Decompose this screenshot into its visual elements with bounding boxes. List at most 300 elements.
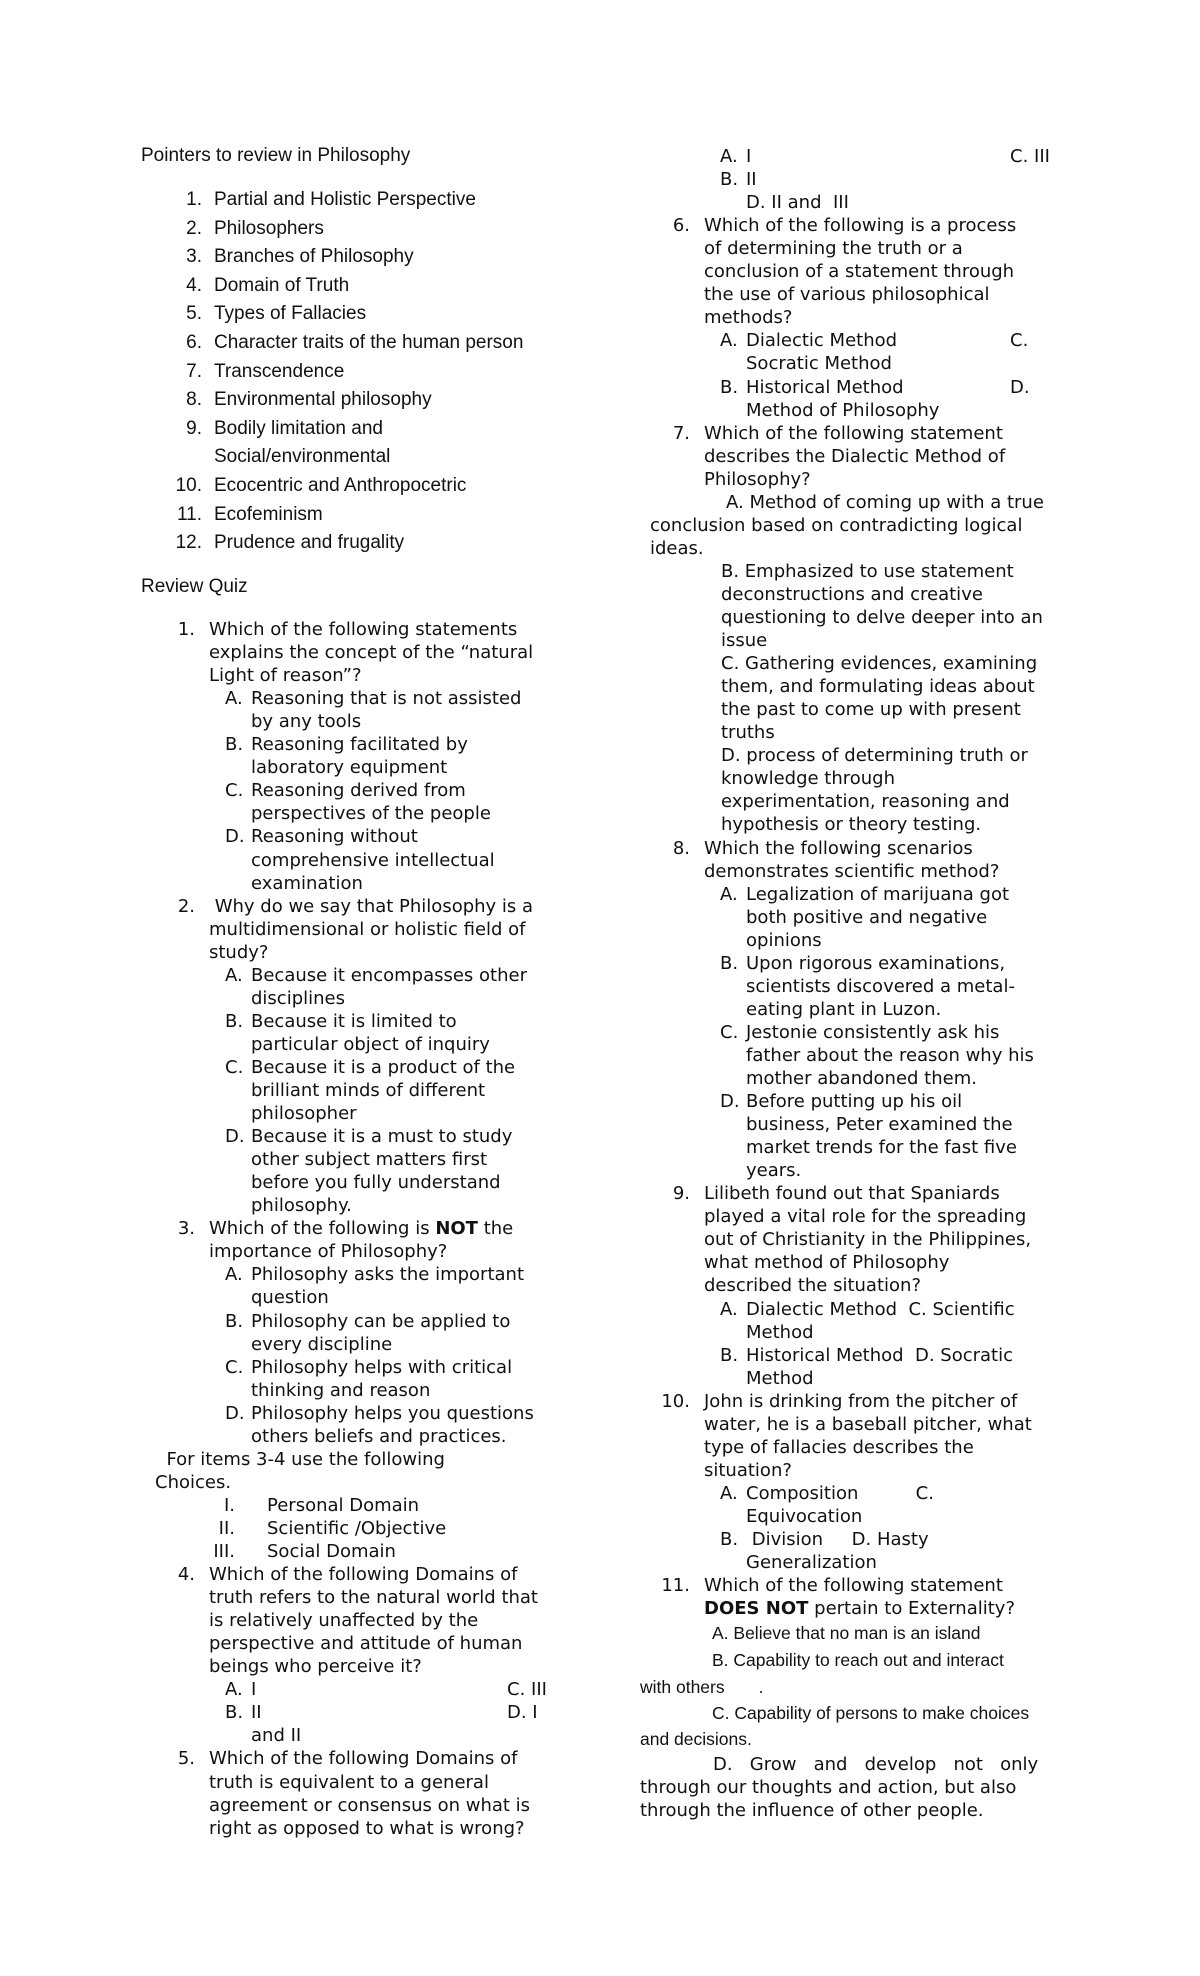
option-line <box>720 1551 877 1574</box>
quiz-note <box>155 1471 231 1494</box>
pointer-text: Types of Fallacies <box>214 303 367 325</box>
question-line <box>155 895 533 918</box>
option-text: both positive and negative <box>746 906 988 928</box>
question-line <box>155 618 517 641</box>
option-text: Historical Method D. Socratic <box>746 1344 1014 1366</box>
question-number: 9. <box>672 1183 690 1205</box>
emphasis-text: NOT <box>435 1218 478 1240</box>
option-letter: A. <box>225 1679 243 1701</box>
question-line <box>650 306 792 329</box>
option-text: Philosophy helps with critical <box>251 1356 513 1378</box>
question-number: 10. <box>661 1390 690 1412</box>
option-line <box>720 1090 962 1113</box>
option-text: Upon rigorous examinations, <box>746 952 1006 974</box>
option-line <box>720 998 941 1021</box>
answer-choice-line <box>726 491 1044 514</box>
option-line <box>225 849 495 872</box>
option-text: Reasoning that is not assisted <box>251 688 522 710</box>
question-text: pertain to Externality? <box>808 1598 1015 1620</box>
pointer-item <box>160 475 466 497</box>
q11-option-text: B. Capability to reach out and interact <box>712 1650 1004 1670</box>
option-text: thinking and reason <box>251 1379 431 1401</box>
option-line <box>720 1136 1017 1159</box>
question-number: 4. <box>177 1564 195 1586</box>
option-letter: B. <box>225 1310 244 1332</box>
option-text: Philosophy helps you questions <box>251 1402 534 1424</box>
answer-choice-line <box>721 698 1021 721</box>
option-extra: D. I <box>507 1702 538 1724</box>
pointer-text: Philosophers <box>214 217 324 239</box>
option-line <box>225 1033 490 1056</box>
answer-choice-line <box>721 744 1028 767</box>
option-text: brilliant minds of different <box>251 1080 486 1101</box>
option-text: Method <box>746 1367 814 1389</box>
pointer-item <box>160 332 523 354</box>
pointer-item <box>160 446 390 468</box>
option-line <box>225 1171 501 1194</box>
pointer-number: 10. <box>175 475 202 496</box>
question-text: study? <box>209 941 269 963</box>
option-letter: B. <box>720 1344 739 1366</box>
pointer-number: 9. <box>186 417 202 439</box>
question-number: 1. <box>177 619 195 640</box>
option-line <box>225 802 491 825</box>
option-line <box>720 952 1005 975</box>
option-text: philosopher <box>251 1103 357 1125</box>
question-text: Why do we say that Philosophy is a <box>209 895 534 917</box>
answer-choice-line <box>721 652 1037 675</box>
option-line <box>225 1333 392 1356</box>
question-line <box>650 1205 1026 1228</box>
option-letter: C. <box>225 1356 244 1378</box>
option-text: Because it is a must to study <box>251 1126 513 1148</box>
q11-option <box>712 1703 1029 1724</box>
question-line <box>650 1390 1017 1413</box>
option-line <box>720 1321 814 1344</box>
option-text: Equivocation <box>746 1505 863 1527</box>
pointers-heading: Pointers to review in Philosophy <box>141 145 411 166</box>
pointer-text: Character traits of the human person <box>214 332 524 353</box>
option-line <box>225 1310 510 1333</box>
question-line <box>650 237 963 260</box>
option-line <box>720 145 1050 168</box>
option-text: Method of Philosophy <box>746 399 940 421</box>
option-line <box>720 1298 1015 1321</box>
option-letter: C. <box>225 780 244 802</box>
q11-option <box>712 1623 981 1644</box>
pointer-number: 1. <box>186 189 202 210</box>
option-line <box>225 1425 507 1448</box>
option-text: business, Peter examined the <box>746 1114 1013 1136</box>
option-text: by any tools <box>251 711 362 733</box>
question-line <box>650 1597 1015 1620</box>
option-text: comprehensive intellectual <box>251 849 495 871</box>
option-line <box>225 1263 524 1286</box>
question-line <box>650 860 999 883</box>
question-line <box>155 941 268 964</box>
option-text: other subject matters first <box>251 1149 488 1171</box>
question-text: Which of the following statements <box>209 619 518 640</box>
question-number: 11. <box>661 1575 690 1597</box>
option-letter: A. <box>720 883 738 905</box>
q11-option-text: and decisions. <box>640 1729 752 1749</box>
pointer-number: 2. <box>186 217 202 239</box>
option-letter: A. <box>720 146 738 167</box>
option-line <box>225 1356 512 1379</box>
q11-option-d <box>640 1799 984 1822</box>
option-line <box>225 1701 538 1724</box>
question-line <box>155 1747 518 1770</box>
question-line <box>650 445 1005 468</box>
pointer-item <box>160 275 349 297</box>
option-line <box>720 1044 1034 1067</box>
option-line <box>225 1379 430 1402</box>
option-line <box>225 1010 457 1033</box>
question-text: truth is equivalent to a general <box>209 1771 489 1793</box>
quiz-note <box>155 1448 445 1471</box>
option-line <box>225 710 361 733</box>
option-extra: D. <box>1010 376 1030 398</box>
option-letter: B. <box>225 1702 244 1724</box>
question-text: Lilibeth found out that Spaniards <box>704 1183 1000 1205</box>
roman-choice <box>195 1540 396 1563</box>
question-text: the <box>477 1218 514 1240</box>
question-text: Which of the following is a process <box>704 215 1017 237</box>
question-text: is relatively unaffected by the <box>209 1610 479 1632</box>
option-text: II <box>746 169 757 191</box>
question-line <box>650 1228 1031 1251</box>
option-text: Division D. Hasty <box>746 1529 929 1550</box>
option-text: D. II and III <box>746 192 849 214</box>
option-letter: C. <box>720 1021 739 1043</box>
option-text: Reasoning facilitated by <box>251 734 468 756</box>
answer-text: ideas. <box>650 537 704 559</box>
option-line <box>720 191 849 214</box>
option-line <box>225 687 521 710</box>
question-number: 6. <box>672 215 690 237</box>
option-line <box>225 1194 352 1217</box>
answer-choice-line <box>721 813 981 836</box>
option-text: Philosophy asks the important <box>251 1264 524 1286</box>
option-extra: C. III <box>507 1679 547 1701</box>
option-text: examination <box>251 872 363 894</box>
option-text: years. <box>746 1160 802 1182</box>
option-line <box>720 1067 977 1090</box>
question-text: right as opposed to what is wrong? <box>209 1817 525 1839</box>
question-line <box>650 1182 1000 1205</box>
question-text: water, he is a baseball pitcher, what <box>704 1413 1032 1435</box>
roman-choice <box>195 1494 419 1517</box>
question-text: Philosophy? <box>704 468 811 490</box>
question-text: demonstrates scientific method? <box>704 860 1000 882</box>
option-text: Reasoning without <box>251 826 418 848</box>
answer-choice-line <box>721 583 983 606</box>
answer-choice-line <box>721 767 895 790</box>
option-line <box>225 987 345 1010</box>
option-line <box>720 168 757 191</box>
answer-text: experimentation, reasoning and <box>721 791 1010 813</box>
question-text: Light of reason”? <box>209 665 362 687</box>
pointer-number: 3. <box>186 246 202 268</box>
question-text: conclusion of a statement through <box>704 261 1015 283</box>
answer-text: truths <box>721 722 775 744</box>
answer-text: conclusion based on contradicting logical <box>650 514 1023 536</box>
pointer-text: Ecofeminism <box>214 503 323 525</box>
option-line <box>720 352 892 375</box>
question-number: 2. <box>177 895 195 917</box>
option-text: Because it encompasses other <box>251 964 527 986</box>
option-line <box>720 1482 934 1505</box>
question-line <box>155 1586 538 1609</box>
question-text: type of fallacies describes the <box>704 1436 974 1458</box>
question-line <box>155 1632 522 1655</box>
question-line <box>650 283 990 306</box>
answer-text: C. Gathering evidences, examining <box>721 653 1038 675</box>
option-text: Dialectic Method C. Scientific <box>746 1298 1015 1320</box>
q11-option <box>640 1677 764 1698</box>
pointer-item <box>160 532 404 554</box>
option-letter: B. <box>720 952 739 974</box>
option-text: Legalization of marijuana got <box>746 883 1010 905</box>
question-text: of determining the truth or a <box>704 238 963 260</box>
question-number: 7. <box>672 422 690 444</box>
option-letter: D. <box>225 826 245 848</box>
pointer-number: 11. <box>176 503 202 525</box>
option-line <box>225 964 527 987</box>
pointer-number: 12. <box>175 532 202 554</box>
q11-option-d <box>640 1776 1016 1799</box>
question-line <box>155 918 526 941</box>
q11-option-text: with others . <box>640 1677 764 1697</box>
option-text: particular object of inquiry <box>251 1033 490 1055</box>
question-line <box>155 664 362 687</box>
option-text: market trends for the fast five <box>746 1137 1017 1159</box>
option-extra: C. <box>1010 330 1029 352</box>
option-line <box>225 1286 329 1309</box>
option-text: Historical Method <box>746 376 904 398</box>
option-line <box>225 779 466 802</box>
question-line <box>650 1251 949 1274</box>
option-line <box>720 906 987 929</box>
answer-text: hypothesis or theory testing. <box>721 814 982 836</box>
answer-choice-line <box>721 721 775 744</box>
q11-d-text: D. Grow and develop not only <box>713 1754 1039 1775</box>
pointer-item <box>160 504 323 526</box>
option-line <box>225 872 363 895</box>
option-text: scientists discovered a metal- <box>746 975 1015 997</box>
question-text: the use of various philosophical <box>704 284 990 306</box>
option-line <box>720 1367 814 1390</box>
pointer-text: Partial and Holistic Perspective <box>214 189 476 210</box>
roman-choice-text: Personal Domain <box>267 1494 420 1516</box>
option-line <box>720 929 822 952</box>
option-text: mother abandoned them. <box>746 1068 977 1089</box>
question-line <box>155 1794 530 1817</box>
option-text: Dialectic Method <box>746 330 898 352</box>
option-line <box>720 975 1015 998</box>
question-text: out of Christianity in the Philippines, <box>704 1229 1032 1251</box>
option-text: philosophy. <box>251 1195 352 1217</box>
question-line <box>650 214 1016 237</box>
answer-text: the past to come up with present <box>721 699 1021 721</box>
roman-numeral: III. <box>213 1541 235 1562</box>
pointer-item <box>160 189 476 211</box>
option-line <box>720 883 1009 906</box>
question-text: methods? <box>704 307 793 329</box>
question-line <box>155 1609 478 1632</box>
question-number: 3. <box>177 1218 195 1240</box>
note-text: Choices. <box>155 1471 232 1493</box>
option-text: eating plant in Luzon. <box>746 998 942 1020</box>
question-line <box>650 1436 974 1459</box>
option-line <box>225 1678 547 1701</box>
answer-choice-line <box>721 629 767 652</box>
option-text: laboratory equipment <box>251 757 448 779</box>
q11-option-d <box>713 1753 1038 1776</box>
option-text: disciplines <box>251 987 345 1009</box>
option-line <box>720 399 939 422</box>
question-line <box>155 1240 447 1263</box>
question-line <box>650 1274 921 1297</box>
pointer-text: Ecocentric and Anthropocetric <box>214 475 467 496</box>
question-text: agreement or consensus on what is <box>209 1794 531 1816</box>
roman-choice <box>195 1517 446 1540</box>
option-letter: A. <box>225 964 243 986</box>
pointer-text: Social/environmental <box>214 446 391 468</box>
option-line <box>225 756 447 779</box>
question-number: 8. <box>672 837 690 859</box>
pointer-number: 5. <box>186 303 202 325</box>
option-text: and II <box>251 1725 302 1747</box>
question-text: Which of the following Domains of <box>209 1748 518 1770</box>
option-text: I <box>251 1679 257 1701</box>
question-line <box>155 1563 518 1586</box>
option-letter: D. <box>720 1091 740 1113</box>
question-line <box>155 1217 513 1240</box>
question-line <box>650 260 1014 283</box>
answer-text: B. Emphasized to use statement <box>721 560 1014 582</box>
option-extra: C. III <box>1010 146 1050 167</box>
question-text: importance of Philosophy? <box>209 1241 448 1263</box>
option-line <box>225 1079 485 1102</box>
question-line <box>155 641 533 664</box>
option-letter: B. <box>720 376 739 398</box>
question-text: truth refers to the natural world that <box>209 1587 538 1609</box>
answer-text: A. Method of coming up with a true <box>726 491 1044 513</box>
note-text: For items 3-4 use the following <box>155 1448 445 1470</box>
question-line <box>650 422 1003 445</box>
answer-choice-line <box>721 560 1014 583</box>
question-text: multidimensional or holistic field of <box>209 918 526 940</box>
option-line <box>720 1113 1013 1136</box>
option-text: Reasoning derived from <box>251 780 466 802</box>
question-text: perspective and attitude of human <box>209 1633 523 1655</box>
option-text: father about the reason why his <box>746 1044 1034 1066</box>
question-line <box>650 1574 1003 1597</box>
option-line <box>225 1402 534 1425</box>
option-text: before you fully understand <box>251 1172 501 1194</box>
question-text: beings who perceive it? <box>209 1656 422 1678</box>
roman-choice-text: Scientific /Objective <box>267 1517 447 1539</box>
question-line <box>650 468 811 491</box>
pointer-text: Environmental philosophy <box>214 389 432 411</box>
option-text: perspectives of the people <box>251 803 491 825</box>
option-text: question <box>251 1287 329 1309</box>
answer-text: questioning to delve deeper into an <box>721 607 1043 628</box>
answer-text: D. process of determining truth or <box>721 745 1028 767</box>
option-line <box>720 329 1029 352</box>
question-text: Which of the following statement <box>704 1575 1003 1597</box>
option-line <box>720 376 1030 399</box>
question-line <box>650 1413 1032 1436</box>
pointer-number: 4. <box>186 274 202 296</box>
question-line <box>650 1459 792 1482</box>
option-letter: B. <box>225 1010 244 1032</box>
question-line <box>155 1817 525 1840</box>
option-text: I <box>746 146 752 167</box>
option-line <box>720 1528 929 1551</box>
option-letter: B. <box>720 169 739 191</box>
option-letter: D. <box>225 1402 245 1424</box>
option-line <box>720 1505 862 1528</box>
pointer-number: 6. <box>186 332 202 353</box>
question-text: Which the following scenarios <box>704 837 973 859</box>
option-text: opinions <box>746 929 822 951</box>
question-text: Which of the following Domains of <box>209 1564 518 1586</box>
option-text: Because it is limited to <box>251 1010 457 1032</box>
roman-numeral: I. <box>223 1494 235 1516</box>
quiz-heading: Review Quiz <box>141 576 248 597</box>
option-line <box>225 1148 487 1171</box>
option-letter: B. <box>225 734 244 756</box>
question-text: what method of Philosophy <box>704 1252 950 1274</box>
question-text: explains the concept of the “natural <box>209 642 534 664</box>
option-line <box>720 1159 801 1182</box>
option-letter: D. <box>225 1126 245 1148</box>
question-text: describes the Dialectic Method of <box>704 445 1006 467</box>
emphasis-text: DOES NOT <box>704 1598 809 1620</box>
option-text: Method <box>746 1321 814 1343</box>
option-line <box>720 1344 1013 1367</box>
question-number: 5. <box>177 1748 195 1770</box>
pointer-item <box>160 246 414 268</box>
answer-choice-line <box>721 606 1043 629</box>
option-letter: A. <box>225 688 243 710</box>
option-letter: A. <box>720 1482 738 1504</box>
q11-option-text: A. Believe that no man is an island <box>712 1623 981 1643</box>
option-letter: B. <box>720 1529 739 1550</box>
option-text: Composition C. <box>746 1482 934 1504</box>
option-letter: A. <box>720 1298 738 1320</box>
question-text: Which of the following statement <box>704 422 1003 444</box>
answer-text: issue <box>721 630 768 652</box>
option-letter: C. <box>225 1056 244 1078</box>
q11-option <box>640 1729 752 1750</box>
question-line <box>155 1771 489 1794</box>
option-text: Generalization <box>746 1552 877 1574</box>
question-text: situation? <box>704 1459 792 1481</box>
option-text: Philosophy can be applied to <box>251 1310 511 1332</box>
option-text: Socratic Method <box>746 353 892 375</box>
answer-choice-line <box>650 537 704 560</box>
option-line <box>225 1102 357 1125</box>
option-text: Because it is a product of the <box>251 1056 516 1078</box>
q11-d-text: through the influence of other people. <box>640 1800 984 1821</box>
option-text: II <box>251 1702 262 1724</box>
option-letter: A. <box>225 1264 243 1286</box>
pointer-text: Bodily limitation and <box>214 417 383 439</box>
pointer-item <box>160 303 366 325</box>
